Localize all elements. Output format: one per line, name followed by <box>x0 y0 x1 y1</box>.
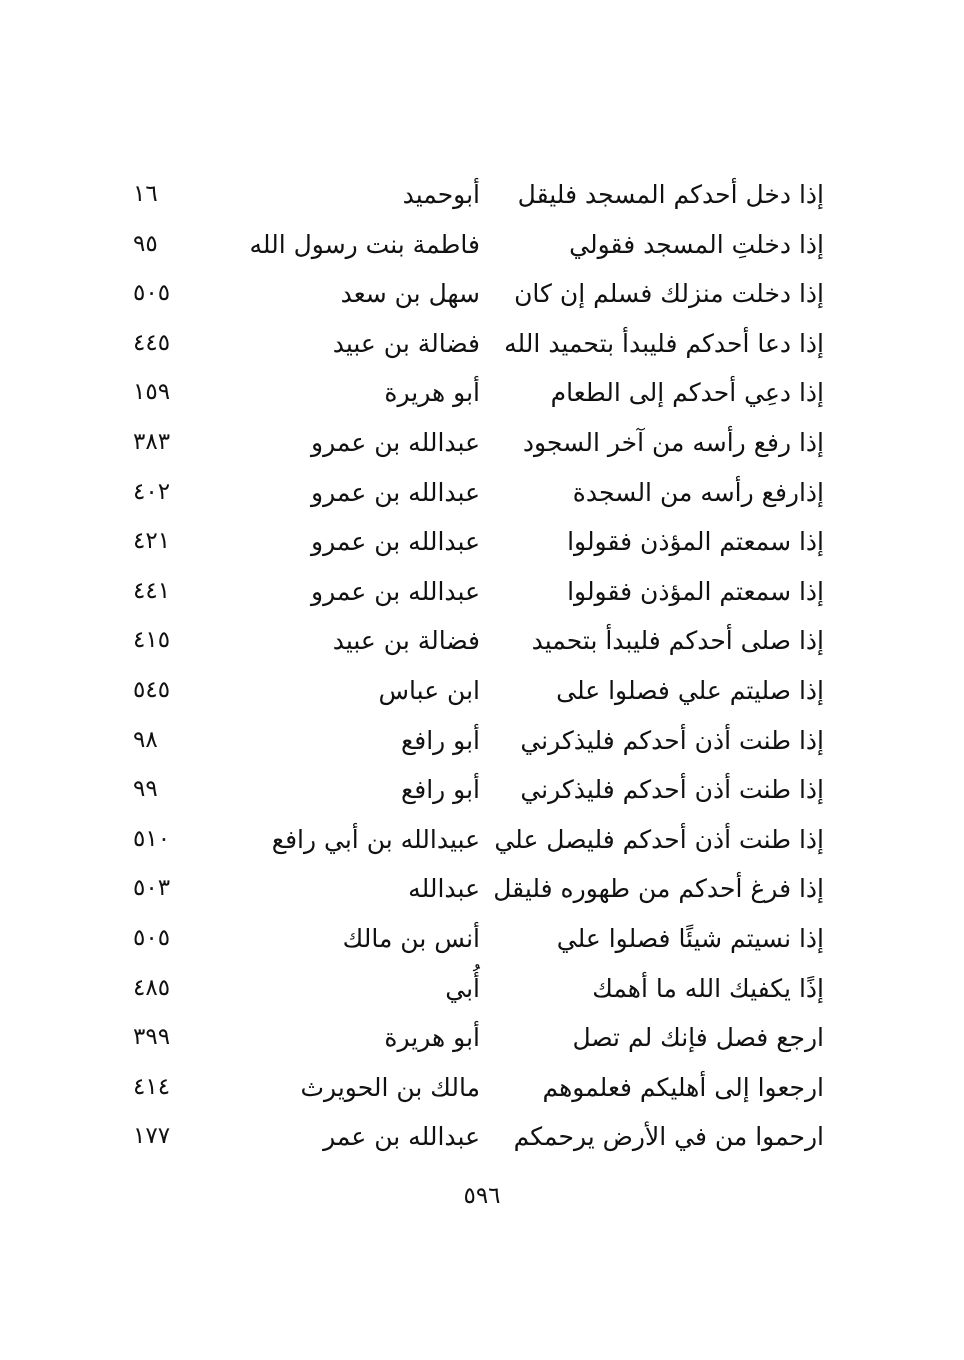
index-row <box>0 220 964 270</box>
hadith-index-table <box>0 170 964 1162</box>
hadith-text: ارجع فصل فإنك لم تصل <box>572 1023 824 1053</box>
hadith-number: ٤٢١ <box>133 528 171 555</box>
narrator-name: أُبي <box>445 973 480 1003</box>
hadith-text: إذا طنت أذن أحدكم فليذكرني <box>520 775 824 805</box>
hadith-text: إذا صليتم علي فصلوا على <box>556 675 824 705</box>
hadith-number: ٣٨٣ <box>133 428 171 455</box>
narrator-name: أنس بن مالك <box>342 923 480 953</box>
index-row <box>0 368 964 418</box>
index-row <box>0 1013 964 1063</box>
hadith-text: إذا سمعتم المؤذن فقولوا <box>567 527 824 557</box>
hadith-number: ٥١٠ <box>133 825 171 852</box>
hadith-number: ٥٠٥ <box>133 280 171 307</box>
narrator-name: فضالة بن عبيد <box>332 626 480 656</box>
hadith-text: إذا دخل أحدكم المسجد فليقل <box>517 180 824 209</box>
hadith-number: ١٧٧ <box>133 1123 171 1150</box>
hadith-text: إذا دعا أحدكم فليبدأ بتحميد الله <box>504 328 824 358</box>
hadith-text: إذا طنت أذن أحدكم فليصل علي <box>494 824 824 854</box>
hadith-number: ١٥٩ <box>133 379 171 406</box>
narrator-name: عبدالله <box>408 874 480 904</box>
hadith-number: ٤٤١ <box>133 577 171 604</box>
hadith-text: إذا نسيتم شيئًا فصلوا علي <box>556 923 824 953</box>
hadith-text: إذارفع رأسه من السجدة <box>572 477 824 507</box>
index-row <box>0 666 964 716</box>
page-number: ٥٩٦ <box>463 1183 501 1209</box>
hadith-text: إذا فرغ أحدكم من طهوره فليقل <box>493 874 824 904</box>
narrator-name: أبو رافع <box>400 775 480 805</box>
hadith-number: ٥٠٣ <box>133 875 171 902</box>
hadith-number: ٤٨٥ <box>133 974 171 1001</box>
hadith-number: ٤٠٢ <box>133 478 171 505</box>
hadith-number: ٩٨ <box>133 726 158 753</box>
hadith-text: إذا رفع رأسه من آخر السجود <box>522 427 824 457</box>
narrator-name: عبدالله بن عمر <box>323 1122 480 1152</box>
hadith-number: ٤٤٥ <box>133 329 171 356</box>
narrator-name: عبدالله بن عمرو <box>311 576 480 606</box>
hadith-number: ٥٠٥ <box>133 924 171 951</box>
hadith-text: ارجعوا إلى أهليكم فعلموهم <box>542 1072 824 1102</box>
hadith-text: إذا دعِي أحدكم إلى الطعام <box>550 378 824 408</box>
index-row <box>0 914 964 964</box>
index-row <box>0 1063 964 1113</box>
narrator-name: مالك بن الحويرث <box>300 1072 480 1102</box>
narrator-name: عبدالله بن عمرو <box>311 427 480 457</box>
narrator-name: عبيدالله بن أبي رافع <box>271 824 480 854</box>
index-row <box>0 418 964 468</box>
index-row <box>0 616 964 666</box>
narrator-name: فاطمة بنت رسول الله <box>249 229 480 259</box>
index-row <box>0 170 964 220</box>
hadith-text: إذا دخلتِ المسجد فقولي <box>569 229 824 259</box>
hadith-number: ٤١٤ <box>133 1073 171 1100</box>
narrator-name: فضالة بن عبيد <box>332 328 480 358</box>
index-row <box>0 815 964 865</box>
index-row <box>0 468 964 518</box>
index-row <box>0 864 964 914</box>
index-row <box>0 716 964 766</box>
hadith-text: ارحموا من في الأرض يرحمكم <box>513 1122 824 1152</box>
narrator-name: عبدالله بن عمرو <box>311 477 480 507</box>
hadith-number: ٣٩٩ <box>133 1024 171 1051</box>
narrator-name: أبو رافع <box>400 725 480 755</box>
hadith-number: ٤١٥ <box>133 627 171 654</box>
hadith-text: إذا طنت أذن أحدكم فليذكرني <box>520 725 824 755</box>
hadith-number: ٩٥ <box>133 230 158 257</box>
hadith-text: إذا صلى أحدكم فليبدأ بتحميد <box>531 626 824 656</box>
narrator-name: عبدالله بن عمرو <box>311 527 480 557</box>
narrator-name: ابن عباس <box>378 675 480 705</box>
hadith-number: ٥٤٥ <box>133 676 171 703</box>
hadith-text: إذا سمعتم المؤذن فقولوا <box>567 576 824 606</box>
hadith-number: ١٦ <box>133 181 158 207</box>
index-row <box>0 964 964 1014</box>
index-row <box>0 567 964 617</box>
narrator-name: سهل بن سعد <box>340 279 480 309</box>
index-row <box>0 765 964 815</box>
index-row <box>0 517 964 567</box>
hadith-text: إذا دخلت منزلك فسلم إن كان <box>514 279 824 309</box>
hadith-number: ٩٩ <box>133 776 158 803</box>
index-row <box>0 319 964 369</box>
index-row <box>0 269 964 319</box>
narrator-name: أبو هريرة <box>384 1023 480 1053</box>
hadith-text: إذًا يكفيك الله ما أهمك <box>592 973 824 1003</box>
narrator-name: أبو هريرة <box>384 378 480 408</box>
index-row <box>0 1112 964 1162</box>
narrator-name: أبوحميد <box>402 180 480 209</box>
